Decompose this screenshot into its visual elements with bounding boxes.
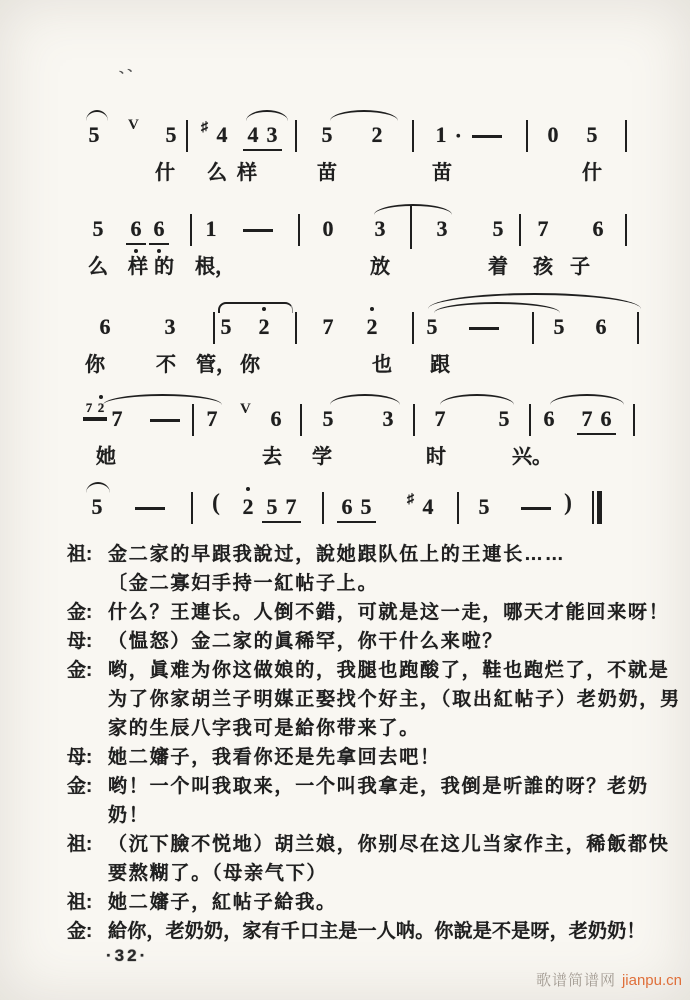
barline xyxy=(529,404,531,436)
note-digit: 5 xyxy=(492,216,504,241)
dialogue-text: 金二家的早跟我說过，說她跟队伍上的王連长…… xyxy=(108,544,566,565)
note-1 xyxy=(431,122,462,149)
octave-dot-high xyxy=(246,487,250,491)
note-7 xyxy=(577,406,597,435)
slur-tie xyxy=(374,204,452,215)
note-7 xyxy=(202,406,222,433)
note-3 xyxy=(432,216,452,243)
note-5 xyxy=(422,314,442,341)
dialogue-line xyxy=(0,627,690,656)
barline xyxy=(190,214,192,246)
note-digit: 7 xyxy=(581,406,593,431)
note-6 xyxy=(588,216,608,243)
note-5 xyxy=(216,314,236,341)
note-digit: 6 xyxy=(592,216,604,241)
note-digit: 5 xyxy=(553,314,565,339)
barline xyxy=(295,312,297,344)
lyric-syllable: 你 xyxy=(85,354,105,376)
barline xyxy=(295,120,297,152)
slur-tie xyxy=(86,482,110,493)
barline xyxy=(637,312,639,344)
duration-dash xyxy=(243,229,273,232)
note-2 xyxy=(367,122,387,149)
note-digit: 2 xyxy=(97,400,105,415)
dialogue-line xyxy=(0,743,690,772)
note-digit: 2 xyxy=(371,122,383,147)
lyric-syllable: 什 xyxy=(155,162,175,184)
note-4 xyxy=(201,120,232,149)
lyric-syllable: 的 xyxy=(154,256,174,278)
note-digit: 0 xyxy=(547,122,559,147)
note-5 xyxy=(161,122,181,149)
note-6 xyxy=(149,216,169,245)
lyric-syllable: 样 xyxy=(237,162,257,184)
note-digit: 4 xyxy=(247,122,259,147)
note-5 xyxy=(87,494,107,521)
dialogue-line xyxy=(0,917,690,946)
note-3 xyxy=(262,122,282,151)
octave-dot-high xyxy=(262,307,266,311)
lyric-syllable: 管， xyxy=(196,354,236,376)
slur-tie xyxy=(428,293,641,309)
slur-tie xyxy=(103,394,222,405)
note-5 xyxy=(356,494,376,523)
speaker-label: 母: xyxy=(67,747,93,768)
note-2 xyxy=(95,401,107,419)
note-0 xyxy=(318,216,338,243)
note-digit: 3 xyxy=(436,216,448,241)
breath-mark: V xyxy=(128,117,139,133)
note-6 xyxy=(337,494,357,523)
lyric-syllable: 跟 xyxy=(430,354,450,376)
slur-tie xyxy=(440,394,514,405)
note-digit: 7 xyxy=(85,400,93,415)
note-6 xyxy=(596,406,616,435)
note-7 xyxy=(281,494,301,523)
note-2 xyxy=(238,494,258,521)
lyric-syllable: 学 xyxy=(312,446,332,468)
note-digit: 5 xyxy=(322,406,334,431)
note-digit: 4 xyxy=(422,494,434,519)
note-digit: 5 xyxy=(478,494,490,519)
speaker-label: 金: xyxy=(67,602,93,623)
lyric-syllable: 什 xyxy=(582,162,602,184)
note-6 xyxy=(95,314,115,341)
music-system xyxy=(0,296,690,388)
note-digit: 4 xyxy=(216,122,228,147)
dialogue-line xyxy=(0,772,690,830)
note-digit: 3 xyxy=(382,406,394,431)
slur-tie xyxy=(550,394,624,405)
note-digit: 5 xyxy=(586,122,598,147)
note-digit: 3 xyxy=(164,314,176,339)
barline xyxy=(532,312,534,344)
barline xyxy=(192,404,194,436)
note-5 xyxy=(317,122,337,149)
parenthesis: ) xyxy=(564,490,572,516)
note-digit: 6 xyxy=(270,406,282,431)
speaker-label: 金: xyxy=(67,776,93,797)
note-digit: 2 xyxy=(242,494,254,519)
slur-tie xyxy=(330,394,400,405)
watermark-url: jianpu.cn xyxy=(621,972,682,989)
lyric-syllable: 放 xyxy=(370,256,390,278)
dialogue-text: （愠怒）金二家的眞稀罕，你干什么来啦？ xyxy=(108,631,504,652)
note-5 xyxy=(474,494,494,521)
note-2 xyxy=(254,314,274,341)
speaker-label: 祖: xyxy=(67,834,93,855)
dialogue-text: 哟，眞难为你这做娘的，我腿也跑酸了，鞋也跑烂了，不就是为了你家胡兰子明媒正娶找个好主，（取出紅帖子）老奶奶，男家的生辰八字我可是給你带来了。 xyxy=(108,660,681,739)
note-3 xyxy=(160,314,180,341)
barline xyxy=(633,404,635,436)
note-digit: 5 xyxy=(321,122,333,147)
note-5 xyxy=(494,406,514,433)
duration-dash xyxy=(472,135,502,138)
note-digit: 7 xyxy=(434,406,446,431)
note-digit: 1 xyxy=(205,216,217,241)
dialogue-text: 什么？王連长。人倒不錯，可就是这一走，哪天才能回来呀！ xyxy=(108,602,670,623)
note-digit: 6 xyxy=(99,314,111,339)
note-7 xyxy=(83,401,95,419)
barline xyxy=(410,205,412,249)
speaker-label: 祖: xyxy=(67,544,93,565)
lyric-syllable: 子 xyxy=(570,256,590,278)
note-3 xyxy=(378,406,398,433)
note-digit: 6 xyxy=(595,314,607,339)
lyric-syllable: 着 xyxy=(488,256,508,278)
note-digit: 5 xyxy=(266,494,278,519)
dialogue-section xyxy=(0,540,690,946)
dialogue-line xyxy=(0,888,690,917)
note-digit: 5 xyxy=(220,314,232,339)
speaker-label: 祖: xyxy=(67,892,93,913)
barline xyxy=(526,120,528,152)
augmentation-dot: · xyxy=(454,123,462,148)
lyric-syllable: 你 xyxy=(240,354,260,376)
lyric-syllable: 苗 xyxy=(317,162,337,184)
barline xyxy=(191,492,193,524)
note-2 xyxy=(362,314,382,341)
note-6 xyxy=(591,314,611,341)
note-5 xyxy=(318,406,338,433)
barline xyxy=(322,492,324,524)
watermark-site-name: 歌谱简谱网 xyxy=(535,972,616,989)
note-digit: 6 xyxy=(600,406,612,431)
speaker-label: 金: xyxy=(67,660,93,681)
dialogue-line xyxy=(0,598,690,627)
note-5 xyxy=(549,314,569,341)
slur-tie xyxy=(86,110,108,121)
note-6 xyxy=(266,406,286,433)
octave-dot-high xyxy=(99,395,103,399)
barline xyxy=(213,312,215,344)
note-7 xyxy=(318,314,338,341)
dialogue-line xyxy=(0,656,690,743)
barline xyxy=(186,120,188,152)
duration-dash xyxy=(469,327,499,330)
dialogue-line xyxy=(0,830,690,888)
speaker-label: 母: xyxy=(67,631,93,652)
barline xyxy=(412,312,414,344)
music-system xyxy=(0,104,690,196)
note-digit: 7 xyxy=(537,216,549,241)
note-digit: 2 xyxy=(258,314,270,339)
note-digit: 5 xyxy=(91,494,103,519)
note-6 xyxy=(539,406,559,433)
barline xyxy=(457,492,459,524)
note-digit: 2 xyxy=(366,314,378,339)
note-digit: 7 xyxy=(111,406,123,431)
watermark xyxy=(536,969,682,990)
note-digit: 3 xyxy=(266,122,278,147)
slur-tie xyxy=(330,110,398,121)
barline xyxy=(625,120,627,152)
note-digit: 6 xyxy=(341,494,353,519)
note-digit: 1 xyxy=(435,122,447,147)
note-digit: 5 xyxy=(165,122,177,147)
lyric-syllable: 不 xyxy=(156,354,176,376)
note-7 xyxy=(533,216,553,243)
note-5 xyxy=(88,216,108,243)
dialogue-text: （沉下臉不悦地）胡兰娘，你别尽在这儿当家作主，稀飯都快要熬糊了。（母亲气下） xyxy=(108,834,670,884)
lyric-syllable: 根， xyxy=(195,256,235,278)
note-1 xyxy=(201,216,221,243)
slur-tie xyxy=(246,110,288,121)
speaker-label: 金: xyxy=(67,921,93,942)
lyric-syllable: 么 xyxy=(207,162,227,184)
note-3 xyxy=(370,216,390,243)
note-digit: 6 xyxy=(153,216,165,241)
note-digit: 5 xyxy=(88,122,100,147)
note-digit: 6 xyxy=(130,216,142,241)
note-4 xyxy=(407,492,438,521)
dialogue-text: 她二嬸子，紅帖子給我。 xyxy=(108,892,337,913)
music-system xyxy=(0,388,690,480)
note-5 xyxy=(262,494,282,523)
note-digit: 3 xyxy=(374,216,386,241)
note-digit: 5 xyxy=(498,406,510,431)
note-digit: 6 xyxy=(543,406,555,431)
note-digit: 5 xyxy=(92,216,104,241)
note-digit: 7 xyxy=(322,314,334,339)
octave-dot-high xyxy=(370,307,374,311)
lyric-syllable: 苗 xyxy=(432,162,452,184)
music-system xyxy=(0,198,690,290)
lyric-syllable: 么 xyxy=(88,256,108,278)
note-digit: 0 xyxy=(322,216,334,241)
barline xyxy=(300,404,302,436)
dialogue-text: 哟！一个叫我取来，一个叫我拿走，我倒是听誰的呀？老奶奶！ xyxy=(108,776,649,826)
note-5 xyxy=(488,216,508,243)
slur-tie xyxy=(218,302,293,313)
barline xyxy=(298,214,300,246)
sharp-sign: ♯ xyxy=(407,492,414,507)
barline xyxy=(519,214,521,246)
note-digit: 5 xyxy=(426,314,438,339)
note-digit: 7 xyxy=(206,406,218,431)
note-digit: 5 xyxy=(360,494,372,519)
page-number: ·32· xyxy=(106,946,149,965)
duration-dash xyxy=(521,507,551,510)
duration-dash xyxy=(135,507,165,510)
sharp-sign: ♯ xyxy=(201,120,208,135)
lyric-syllable: 样 xyxy=(128,256,148,278)
breath-mark: V xyxy=(240,401,251,417)
lyric-syllable: 孩 xyxy=(533,256,553,278)
note-5 xyxy=(84,122,104,149)
lyric-syllable: 时 xyxy=(426,446,446,468)
barline xyxy=(625,214,627,246)
barline xyxy=(413,404,415,436)
dialogue-text: 她二嬸子，我看你还是先拿回去吧！ xyxy=(108,747,441,768)
duration-dash xyxy=(150,419,180,422)
note-7 xyxy=(430,406,450,433)
dialogue-text: 給你，老奶奶，家有千口主是一人呐。你說是不是呀，老奶奶！ xyxy=(108,921,646,942)
lyric-syllable: 也 xyxy=(372,354,392,376)
note-5 xyxy=(582,122,602,149)
stray-marks: 、、 xyxy=(116,56,144,77)
note-6 xyxy=(126,216,146,245)
note-4 xyxy=(243,122,263,151)
lyric-syllable: 兴。 xyxy=(512,446,552,468)
lyric-syllable: 她 xyxy=(96,446,116,468)
barline xyxy=(412,120,414,152)
final-barline xyxy=(592,491,602,524)
dialogue-line xyxy=(0,569,690,598)
note-digit: 7 xyxy=(285,494,297,519)
parenthesis: ( xyxy=(212,490,220,516)
lyric-syllable: 去 xyxy=(262,446,282,468)
stage-direction: 〔金二寡妇手持一紅帖子上。 xyxy=(108,573,379,594)
note-0 xyxy=(543,122,563,149)
note-7 xyxy=(107,406,127,433)
dialogue-line xyxy=(0,540,690,569)
